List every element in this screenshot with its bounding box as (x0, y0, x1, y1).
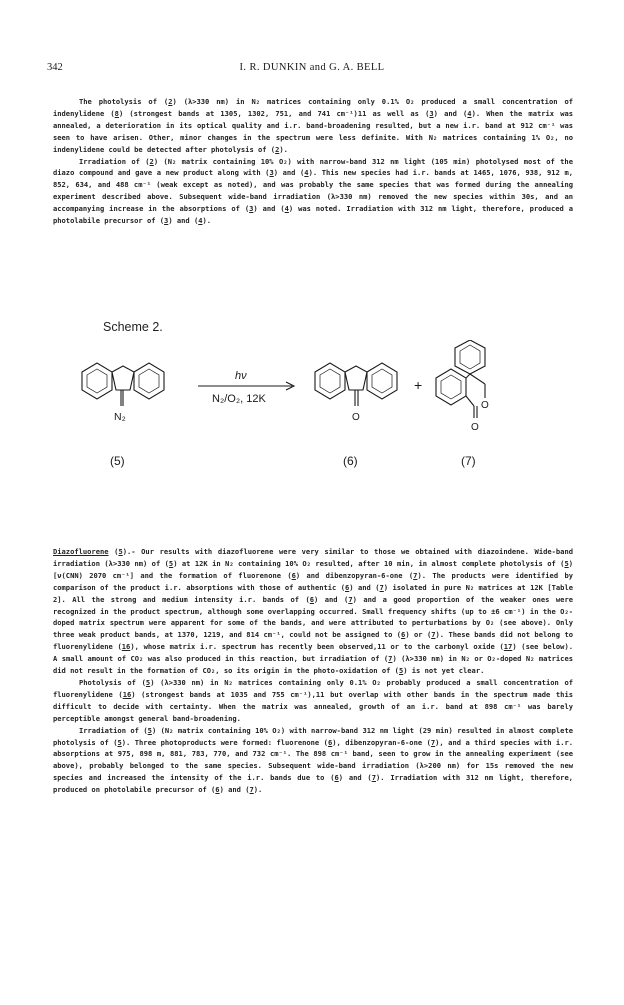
compound-label-7: (7) (461, 454, 476, 468)
body-text-bottom (53, 546, 573, 796)
compound-ref: 16 (121, 642, 131, 652)
compound-ref: 17 (503, 642, 513, 652)
compound-ref: 6 (309, 594, 315, 604)
body-text-top (53, 96, 573, 227)
compound-ref: 8 (114, 108, 119, 118)
compound-ref: 5 (147, 725, 152, 735)
plus-sign: + (414, 377, 423, 393)
compound-ref: 5 (117, 737, 122, 747)
compound-ref: 6 (327, 737, 333, 747)
fluorenone-structure (315, 363, 397, 406)
compound-ref: 6 (291, 570, 296, 580)
compound-ref: 6 (215, 785, 220, 795)
paragraph-312nm-indene: Irradiation of (2) (N₂ matrix containing 10% O₂) with narrow-band 312 nm light (105 min) photolysed most of the diazo compound and gave a new product along with (3) and (4). This new species had i.r. bands at 1465, 1076, 938, 912 m, 852, 634, and 488 cm⁻¹ (weak except as noted), and was probably the same species that was formed during the annealing experiment described above. Subsequent wide-band irradiation (λ>330 nm) removed the new species within 30s, and an accompanying increase in the absorptions of (3) and (4) was noted. Irradiation with 312 nm light, therefore, produced a photolabile precursor of (3) and (4). (53, 156, 573, 226)
compound-ref: 4 (284, 204, 289, 214)
compound-ref: Diazofluorene (53, 547, 109, 556)
compound-ref: 4 (467, 108, 472, 118)
compound-ref: 3 (429, 108, 434, 118)
ketone-oxygen: O (352, 412, 360, 423)
compound-ref: 3 (249, 204, 254, 214)
compound-label-5: (5) (110, 454, 125, 468)
paragraph-indenylidene: The photolysis of (2) (λ>330 nm) in N₂ matrices containing only 0.1% O₂ produced a small concentration of indenylidene (8) (strongest bands at 1305, 1302, 751, and 741 cm⁻¹)11 as well as (3) and (4). When the matrix was annealed, a deterioration in its optical quality and i.r. band-broadening resulted, but a new i.r. band at 912 cm⁻¹ was seen to have arisen. Other, minor changes in the spectrum were less definite. With N₂ matrices containing 1% O₂, no indenylidene could be detected after photolysis of (2). (53, 97, 574, 154)
compound-ref: 2 (149, 156, 154, 166)
compound-ref: 6 (345, 582, 350, 592)
compound-ref: 5 (564, 558, 569, 568)
compound-ref: 2 (275, 144, 280, 154)
arrow-label-hv: hν (235, 370, 247, 382)
arrow-label-conditions: N₂/O₂, 12K (212, 393, 266, 405)
reactant-substituent: N₂ (114, 411, 126, 423)
compound-ref: 4 (198, 216, 203, 226)
paragraph-312nm-fluorene: Irradiation of (5) (N₂ matrix containing 10% O₂) with narrow-band 312 nm light (29 min) resulted in almost complete photolysis of (5). Three photoproducts were formed: fluorenone (6), dibenzopyran-6-one (7), and a third species with i.r. absorptions at 975, 898 m, 881, 783, 770, and 732 cm⁻¹. The 898 cm⁻¹ band, seen to grow in the annealing experiment (see above), probably belonged to the same species. Subsequent wide-band irradiation (λ>200 nm) for 15s removed the new species and increased the intensity of the i.r. bands due to (6) and (7). Irradiation with 312 nm light, therefore, produced on photolabile precursor of (6) and (7). (53, 725, 574, 795)
compound-ref: 7 (431, 630, 436, 640)
compound-ref: 7 (348, 594, 353, 604)
paragraph-diazofluorene: Diazofluorene (5).- Our results with diazofluorene were very similar to those we obtained with diazoindene. Wide-band irradiation (λ>330 nm) of (5) at 12K in N₂ containing 10% O₂ resulted, after 10 min, in almost complete photolysis of (5) [ν(CNN) 2070 cm⁻¹] and the formation of fluorenone (6) and dibenzopyran-6-one (7). The products were identified by comparison of the product i.r. absorptions with those of authentic (6) and (7) isolated in pure N₂ matrices at 12K [Table 2]. All the strong and medium intensity i.r. bands of (6) and (7) and a good proportion of the weaker ones were recognized in the product spectrum, although some overlapping occurred. Small frequency shifts (up to ±6 cm⁻¹) in the O₂-doped matrix spectrum were apparent for some of the bands, and were attributed to perturbations by O₂ (see above). Only three weak product bands, at 1370, 1219, and 814 cm⁻¹, could not be assigned to (6) or (7). These bands did not belong to fluorenylidene (16), whose matrix i.r. spectrum has recently been observed,11 or to the carbonyl oxide (17) (see below). A small amount of CO₂ was also produced in this reaction, but irradiation of (7) (λ>330 nm) in N₂ or O₂-doped N₂ matrices did not result in the formation of CO₂, so its origin in the photo-oxidation of (5) is not yet clear. (53, 547, 574, 676)
compound-ref: 4 (304, 168, 309, 178)
compound-ref: 6 (401, 630, 406, 640)
paragraph-fluorenylidene: Photolysis of (5) (λ>330 nm) in N₂ matrices containing only 0.1% O₂ probably produced a small concentration of fluorenylidene (16) (strongest bands at 1035 and 755 cm⁻¹),11 but overlap with other bands in the spectrum made this difficult to decide with certainty. When the matrix was annealed, growth of an i.r. band at 898 cm⁻¹ was barely perceptible amongst general band-broadening. (53, 677, 574, 723)
lactone-carbonyl-oxygen: O (471, 422, 479, 433)
compound-ref: 7 (371, 773, 376, 783)
compound-ref: 16 (122, 689, 132, 699)
page-number: 342 (47, 62, 63, 73)
diazofluorene-structure (82, 363, 164, 406)
dibenzopyranone-structure (436, 340, 485, 418)
compound-ref: 7 (249, 785, 254, 795)
compound-ref: 5 (398, 666, 404, 676)
compound-ref: 7 (413, 570, 418, 580)
compound-ref: 3 (164, 216, 169, 226)
compound-ref: 6 (334, 773, 339, 783)
scheme-2-figure (60, 340, 580, 485)
compound-label-6: (6) (343, 454, 358, 468)
running-head: I. R. DUNKIN and G. A. BELL (239, 62, 385, 73)
compound-ref: 7 (379, 582, 384, 592)
compound-ref: 7 (388, 654, 393, 664)
compound-ref: 7 (430, 737, 436, 747)
compound-ref: 5 (118, 547, 123, 556)
scheme-title: Scheme 2. (103, 320, 163, 334)
compound-ref: 5 (145, 677, 151, 687)
compound-ref: 2 (168, 97, 173, 106)
lactone-ring-oxygen: O (481, 400, 489, 411)
compound-ref: 3 (269, 168, 274, 178)
compound-ref: 5 (168, 558, 174, 568)
page-header (0, 62, 624, 76)
